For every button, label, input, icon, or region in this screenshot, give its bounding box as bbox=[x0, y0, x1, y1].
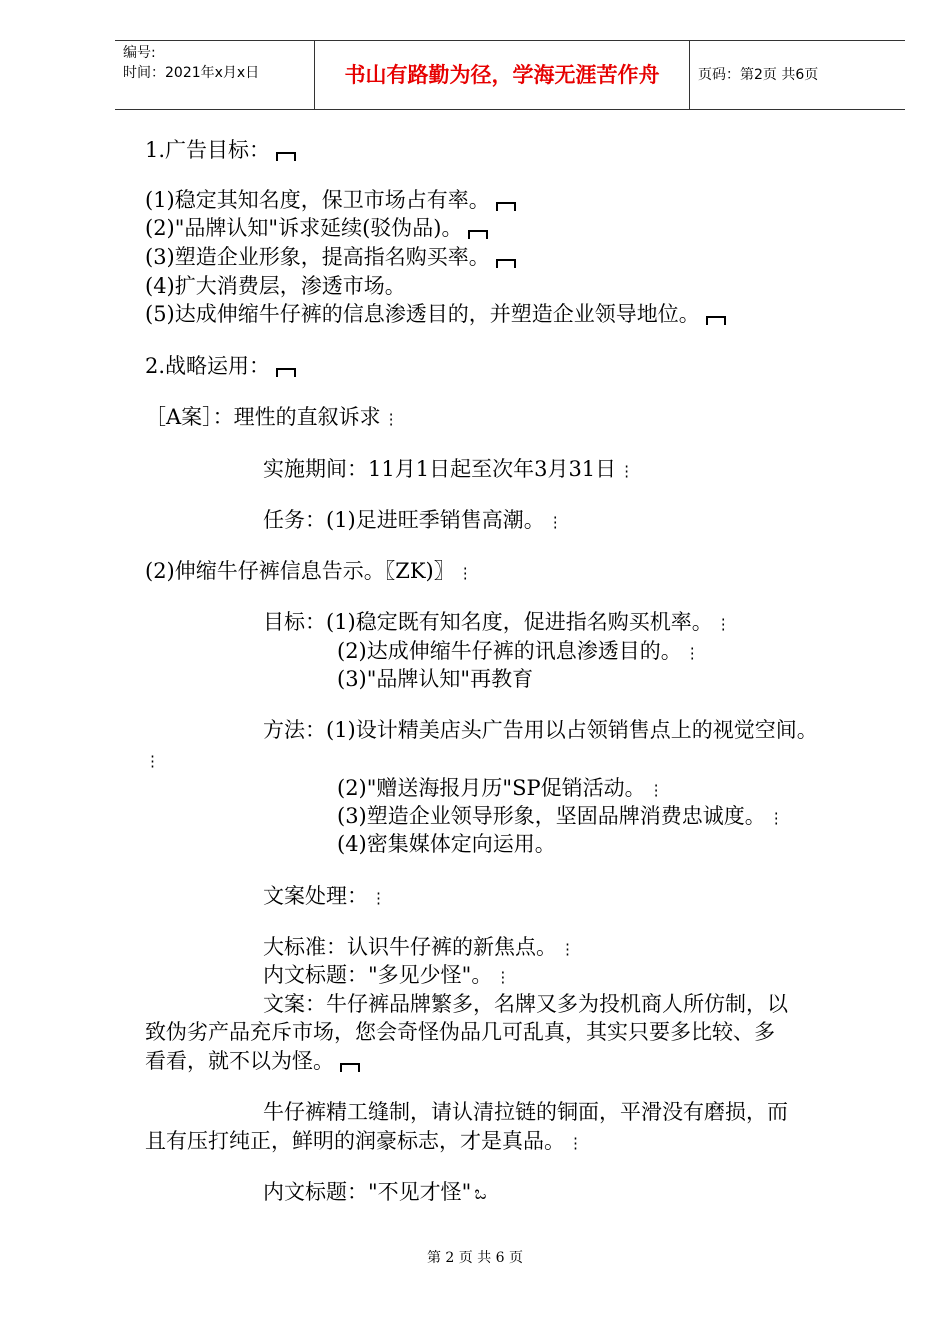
goal-item: (5)达成伸缩牛仔裤的信息渗透目的，并塑造企业领导地位。 bbox=[145, 300, 726, 328]
vertical-dots-icon: ⋮ bbox=[568, 1133, 583, 1152]
document-time-label: 时间：2021年x月x日 bbox=[123, 65, 260, 81]
vertical-dots-icon: ⋮ bbox=[619, 461, 635, 480]
paragraph-mark-icon bbox=[276, 152, 296, 161]
plan-goal: (2)达成伸缩牛仔裤的讯息渗透目的。 ⋮ bbox=[337, 637, 700, 667]
header-meta bbox=[115, 41, 315, 109]
swirl-mark-icon: ಒ bbox=[474, 1182, 487, 1204]
vertical-dots-icon: ⋮ bbox=[383, 409, 399, 428]
vertical-dots-icon: ⋮ bbox=[547, 512, 563, 531]
copy-text: 且有压打纯正，鲜明的润豪标志，才是真品。 ⋮ bbox=[145, 1127, 583, 1157]
header-motto: 书山有路勤为径，学海无涯苦作舟 bbox=[315, 41, 690, 109]
copy-text: 牛仔裤精工缝制，请认清拉链的铜面，平滑没有磨损，而 bbox=[263, 1100, 788, 1124]
vertical-dots-icon: ⋮ bbox=[648, 780, 664, 799]
paragraph-mark-icon bbox=[496, 202, 516, 211]
section-heading: 2.战略运用： bbox=[145, 352, 296, 380]
plan-period: 实施期间：11月1日起至次年3月31日 ⋮ bbox=[263, 455, 634, 485]
plan-goal: 目标：(1)稳定既有知名度，促进指名购买机率。 ⋮ bbox=[263, 608, 731, 638]
goal-item: (2)"品牌认知"诉求延续(驳伪品)。 bbox=[145, 214, 488, 242]
vertical-dots-icon: ⋮ bbox=[457, 563, 473, 582]
vertical-dots-icon: ⋮ bbox=[715, 614, 731, 633]
paragraph-mark-icon bbox=[468, 230, 488, 239]
paragraph-mark-icon bbox=[276, 368, 296, 377]
paragraph-mark-icon bbox=[706, 316, 726, 325]
copy-subtitle: 内文标题："多见少怪"。 ⋮ bbox=[263, 961, 510, 991]
goal-item: (3)塑造企业形象，提高指名购买率。 bbox=[145, 243, 516, 271]
copy-text: 文案：牛仔裤品牌繁多，名牌又多为投机商人所仿制，以 bbox=[263, 992, 788, 1016]
vertical-dots-icon: ⋮ bbox=[560, 939, 575, 958]
paragraph-mark-icon bbox=[340, 1063, 360, 1072]
plan-task: (2)伸缩牛仔裤信息告示。〖ZK)〗 ⋮ bbox=[145, 557, 473, 587]
copy-text: 致伪劣产品充斥市场，您会奇怪伪品几可乱真，其实只要多比较、多 bbox=[145, 1020, 775, 1044]
vertical-dots-icon: ⋮ bbox=[145, 751, 160, 770]
copy-heading: 文案处理： ⋮ bbox=[263, 882, 386, 912]
plan-method-continuation bbox=[145, 745, 160, 775]
copy-headline: 大标准：认识牛仔裤的新焦点。 ⋮ bbox=[263, 933, 575, 963]
header-page-info: 页码：第2页 共6页 bbox=[698, 67, 819, 83]
goal-item: (4)扩大消费层，渗透市场。 bbox=[145, 274, 406, 298]
plan-method: (2)"赠送海报月历"SP促销活动。 ⋮ bbox=[337, 774, 664, 804]
vertical-dots-icon: ⋮ bbox=[371, 888, 386, 907]
copy-text: 看看，就不以为怪。 bbox=[145, 1047, 360, 1075]
plan-title: ［A案］：理性的直叙诉求 ⋮ bbox=[145, 403, 399, 433]
plan-method: (4)密集媒体定向运用。 bbox=[337, 832, 556, 856]
page-footer: 第 2 页 共 6 页 bbox=[426, 1250, 524, 1266]
section-heading: 1.广告目标： bbox=[145, 136, 296, 164]
plan-method: 方法：(1)设计精美店头广告用以占领销售点上的视觉空间。 bbox=[263, 718, 818, 742]
plan-goal: (3)"品牌认知"再教育 bbox=[337, 667, 534, 691]
vertical-dots-icon: ⋮ bbox=[684, 643, 700, 662]
plan-task: 任务：(1)足进旺季销售高潮。 ⋮ bbox=[263, 506, 563, 536]
copy-subtitle: 内文标题："不见才怪" ಒ bbox=[263, 1178, 486, 1208]
page-header bbox=[115, 40, 905, 110]
goal-item: (1)稳定其知名度，保卫市场占有率。 bbox=[145, 186, 516, 214]
plan-method: (3)塑造企业领导形象，坚固品牌消费忠诚度。 ⋮ bbox=[337, 802, 784, 832]
paragraph-mark-icon bbox=[496, 259, 516, 268]
document-number-label: 编号: bbox=[123, 45, 156, 61]
vertical-dots-icon: ⋮ bbox=[495, 967, 511, 986]
vertical-dots-icon: ⋮ bbox=[768, 808, 784, 827]
